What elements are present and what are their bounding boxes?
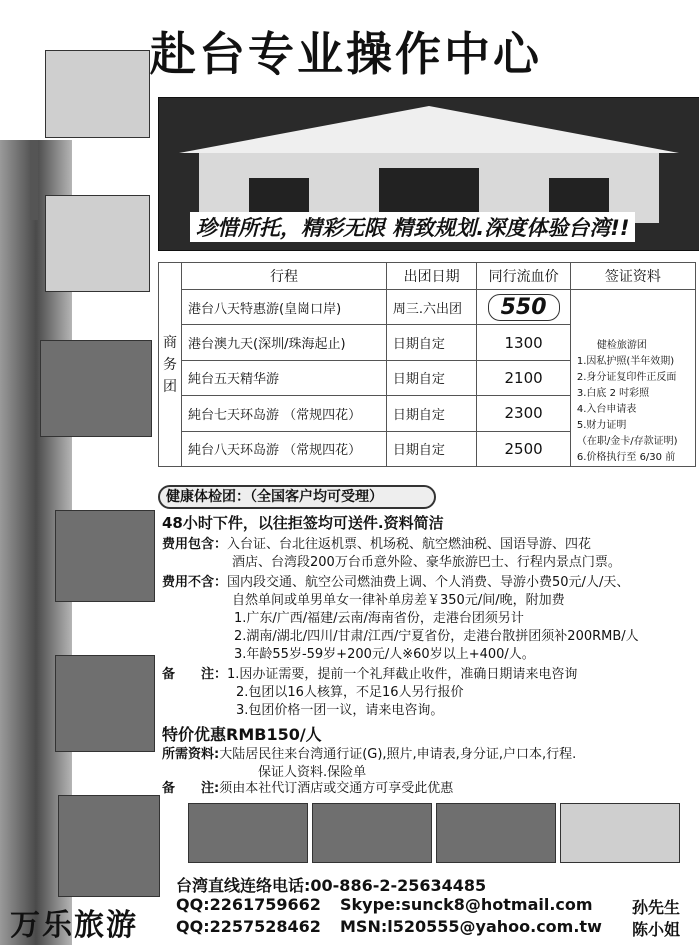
col-header-route: 行程 bbox=[182, 263, 387, 290]
col-header-visa: 签证资料 bbox=[570, 263, 695, 290]
price-table bbox=[158, 262, 696, 467]
date-cell: 日期自定 bbox=[386, 325, 476, 360]
slogan: 珍惜所托，精彩无限 精致规划.深度体验台湾!! bbox=[190, 212, 635, 242]
visa-line: 4.入台申请表 bbox=[576, 404, 637, 415]
docs-line: 大陆居民往来台湾通行证(G),照片,申请表,身分证,户口本,行程. bbox=[219, 747, 577, 762]
notes-line: 1.因办证需要，提前一个礼拜截止收件，准确日期请来电咨询 bbox=[227, 667, 578, 682]
excluded-line: 国内段交通、航空公司燃油费上调、个人消费、导游小费50元/人/天、 bbox=[227, 575, 630, 590]
visa-line: 2.身分证复印件正反面 bbox=[576, 372, 677, 383]
coast-photo bbox=[188, 803, 308, 863]
price-cell: 2500 bbox=[477, 431, 571, 466]
featured-price: 550 bbox=[488, 294, 560, 321]
lighthouse-photo bbox=[436, 803, 556, 863]
date-cell: 日期自定 bbox=[386, 431, 476, 466]
palace-photo bbox=[45, 50, 150, 138]
page-title: 赴台专业操作中心 bbox=[150, 27, 542, 81]
table-row bbox=[159, 290, 696, 325]
notes-line: 3.包团价格一团一议，请来电咨询。 bbox=[236, 703, 444, 718]
excluded-line: 2.湖南/湖北/四川/甘肃/江西/宁夏省份，走港台散拼团须补200RMB/人 bbox=[234, 629, 639, 644]
visa-line: 1.因私护照(半年效期) bbox=[576, 356, 675, 367]
honor-guard-photo bbox=[55, 510, 155, 602]
msn: MSN:l520555@yahoo.com.tw bbox=[340, 917, 602, 936]
memorial-hall-photo bbox=[45, 195, 150, 292]
excluded-label: 费用不含： bbox=[162, 575, 228, 590]
included-label: 费用包含： bbox=[162, 537, 228, 552]
excluded-line: 3.年龄55岁-59岁+200元/人※60岁以上+400/人。 bbox=[234, 647, 535, 662]
price-cell bbox=[477, 290, 571, 325]
visa-line: 6.价格执行至 6/30 前 bbox=[576, 452, 676, 463]
docs-line: 保证人资料.保险单 bbox=[258, 765, 367, 780]
notes-label: 备 注： bbox=[162, 667, 228, 682]
hotline: 台湾直线连络电话:00-886-2-25634485 bbox=[176, 876, 487, 895]
col-header-date: 出团日期 bbox=[386, 263, 476, 290]
sun-moon-lake-photo bbox=[58, 795, 160, 897]
visa-requirements bbox=[570, 290, 695, 467]
col-header-price: 同行流血价 bbox=[477, 263, 571, 290]
night-market-photo bbox=[55, 655, 155, 752]
health-group-title: 健康体检团：（全国客户均可受理） bbox=[158, 485, 436, 509]
special-note: 须由本社代订酒店或交通方可享受此优惠 bbox=[219, 781, 454, 796]
contact-name-1: 孙先生 bbox=[632, 898, 681, 917]
notes-line: 2.包团以16人核算，不足16人另行报价 bbox=[236, 685, 464, 700]
docs-label: 所需资料: bbox=[162, 747, 220, 762]
special-title: 特价优惠RMB150/人 bbox=[162, 725, 322, 744]
docs-block bbox=[162, 746, 576, 782]
included-block bbox=[162, 536, 621, 572]
route-cell: 港台八天特惠游(皇崗口岸) bbox=[182, 290, 387, 325]
excluded-line: 自然单间或单男单女一律补单房差￥350元/间/晚，附加费 bbox=[232, 593, 565, 608]
group-label: 商务团 bbox=[159, 263, 182, 467]
skype: Skype:sunck8@hotmail.com bbox=[340, 895, 593, 914]
qq-2: QQ:2257528462 bbox=[176, 917, 321, 936]
price-cell: 1300 bbox=[477, 325, 571, 360]
visa-line: 5.财力证明 bbox=[576, 420, 627, 431]
date-cell: 日期自定 bbox=[386, 396, 476, 431]
route-cell: 純台五天精华游 bbox=[182, 360, 387, 395]
contact-name-2: 陈小姐 bbox=[632, 920, 681, 939]
price-cell: 2100 bbox=[477, 360, 571, 395]
date-cell: 日期自定 bbox=[386, 360, 476, 395]
notes-block bbox=[162, 666, 577, 720]
route-cell: 純台八天环岛游 （常规四花） bbox=[182, 431, 387, 466]
date-cell: 周三.六出团 bbox=[386, 290, 476, 325]
included-line: 入台证、台北往返机票、机场税、航空燃油税、国语导游、四花 bbox=[227, 537, 592, 552]
visa-line: 健检旅游团 bbox=[596, 340, 647, 351]
excluded-block bbox=[162, 574, 639, 664]
special-note-block bbox=[162, 780, 453, 798]
harbor-ships-photo bbox=[40, 340, 152, 437]
special-note-label: 备 注: bbox=[162, 781, 220, 796]
health-headline: 48小时下件，以往拒签均可送件.资料简洁 bbox=[162, 514, 444, 532]
table-header-row bbox=[159, 263, 696, 290]
visa-line: （在职/金卡/存款证明) bbox=[576, 436, 678, 447]
visa-line: 3.白底 2 吋彩照 bbox=[576, 388, 650, 399]
tower-spire bbox=[30, 140, 38, 220]
gate-photo bbox=[560, 803, 680, 863]
sunset-photo bbox=[312, 803, 432, 863]
brand-name: 万乐旅游 bbox=[10, 908, 138, 943]
price-cell: 2300 bbox=[477, 396, 571, 431]
route-cell: 純台七天环岛游 （常规四花） bbox=[182, 396, 387, 431]
excluded-line: 1.广东/广西/福建/云南/海南省份，走港台团须另计 bbox=[234, 611, 524, 626]
qq-1: QQ:2261759662 bbox=[176, 895, 321, 914]
included-line: 酒店、台湾段200万台币意外险、豪华旅游巴士、行程内景点门票。 bbox=[232, 555, 621, 570]
route-cell: 港台澳九天(深圳/珠海起止) bbox=[182, 325, 387, 360]
